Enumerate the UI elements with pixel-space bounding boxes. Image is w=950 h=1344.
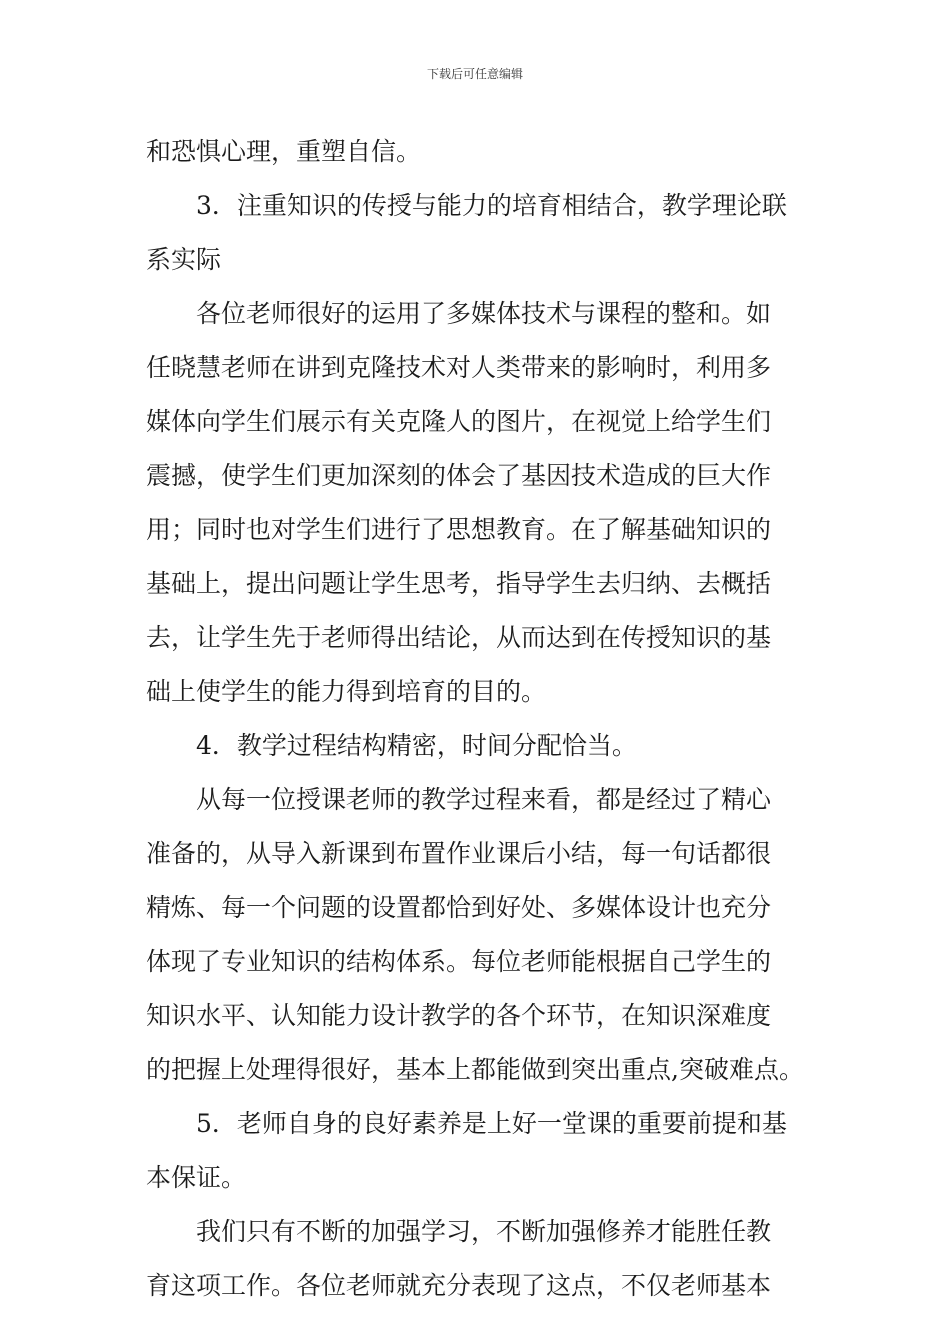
text-line: 从每一位授课老师的教学过程来看，都是经过了精心 — [196, 785, 772, 814]
text-line: 体现了专业知识的结构体系。每位老师能根据自己学生的 — [146, 947, 772, 976]
text-line: 精炼、每一个问题的设置都恰到好处、多媒体设计也充分 — [146, 893, 772, 922]
text-line: 知识水平、认知能力设计教学的各个环节，在知识深难度 — [146, 1001, 772, 1030]
text-line: 的把握上处理得很好，基本上都能做到突出重点,突破难点。 — [146, 1055, 804, 1084]
section-heading: 5．老师自身的良好素养是上好一堂课的重要前提和基 — [196, 1109, 787, 1138]
text-line: 基础上，提出问题让学生思考，指导学生去归纳、去概括 — [146, 569, 772, 598]
section-heading: 3．注重知识的传授与能力的培育相结合，教学理论联 — [196, 191, 787, 220]
text-line: 去，让学生先于老师得出结论，从而达到在传授知识的基 — [146, 623, 772, 652]
text-line: 和恐惧心理，重塑自信。 — [146, 137, 422, 166]
text-line: 震撼，使学生们更加深刻的体会了基因技术造成的巨大作 — [146, 461, 772, 490]
section-heading-cont: 本保证。 — [146, 1163, 247, 1192]
text-line: 媒体向学生们展示有关克隆人的图片，在视觉上给学生们 — [146, 407, 772, 436]
text-line: 础上使学生的能力得到培育的目的。 — [146, 677, 547, 706]
text-line: 任晓慧老师在讲到克隆技术对人类带来的影响时，利用多 — [146, 353, 772, 382]
text-line: 我们只有不断的加强学习，不断加强修养才能胜任教 — [196, 1217, 772, 1246]
text-line: 用；同时也对学生们进行了思想教育。在了解基础知识的 — [146, 515, 772, 544]
section-heading-cont: 系实际 — [146, 245, 222, 274]
section-heading: 4．教学过程结构精密，时间分配恰当。 — [196, 731, 637, 760]
text-line: 准备的，从导入新课到布置作业课后小结，每一句话都很 — [146, 839, 772, 868]
page-header: 下载后可任意编辑 — [426, 67, 523, 81]
document-body — [146, 125, 808, 1313]
text-line: 育这项工作。各位老师就充分表现了这点，不仅老师基本 — [146, 1271, 772, 1300]
text-line: 各位老师很好的运用了多媒体技术与课程的整和。如 — [196, 299, 772, 328]
